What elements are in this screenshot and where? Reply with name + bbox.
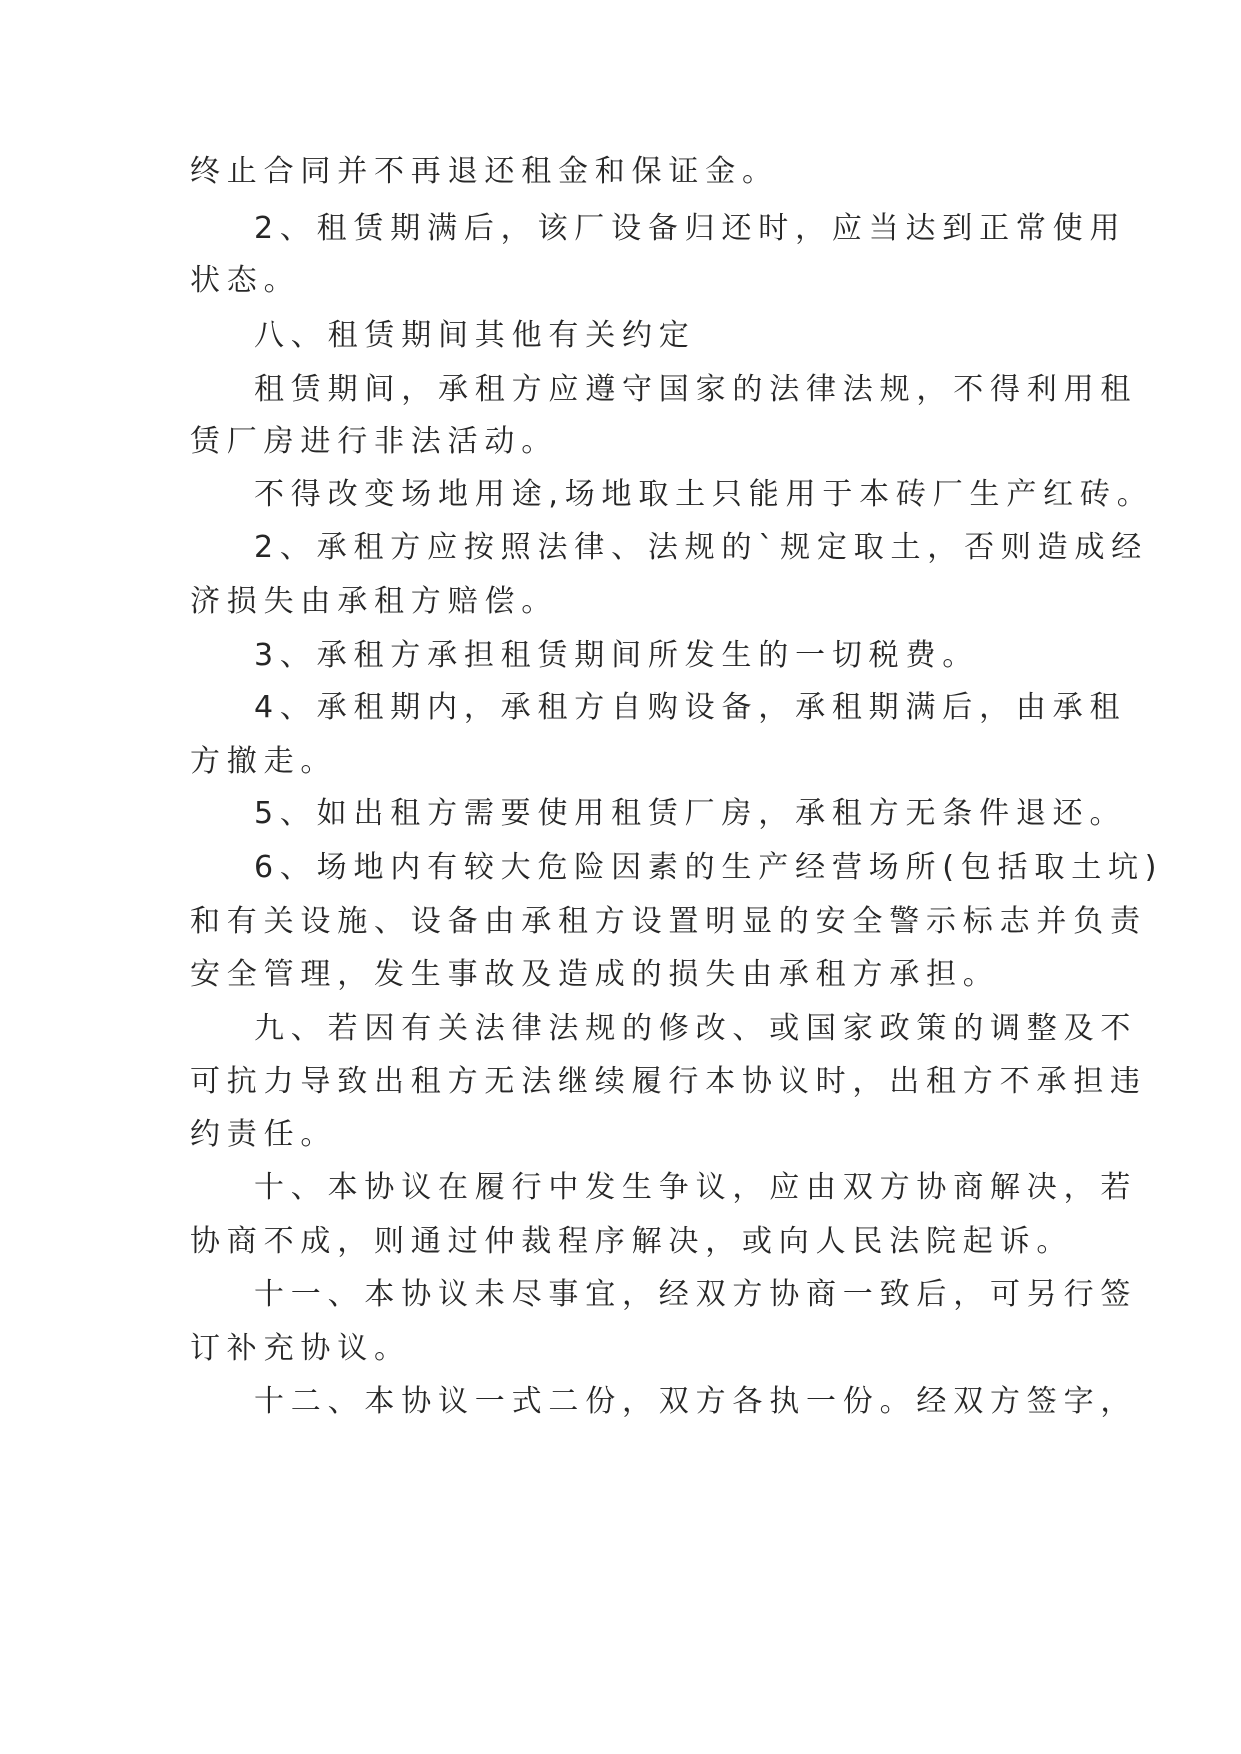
text-line: 4、承租期内，承租方自购设备，承租期满后，由承租 [254, 690, 1127, 725]
text-line: 赁厂房进行非法活动。 [190, 424, 558, 459]
section-heading: 八、租赁期间其他有关约定 [254, 318, 696, 353]
text-line: 状态。 [190, 263, 301, 298]
text-line: 6、场地内有较大危险因素的生产经营场所(包括取土坑) [254, 850, 1164, 885]
text-line: 5、如出租方需要使用租赁厂房，承租方无条件退还。 [254, 796, 1127, 831]
text-line: 可抗力导致出租方无法继续履行本协议时，出租方不承担违 [190, 1064, 1147, 1099]
text-line: 订补充协议。 [190, 1331, 411, 1366]
text-line: 租赁期间，承租方应遵守国家的法律法规，不得利用租 [254, 372, 1138, 407]
text-line: 十二、本协议一式二份，双方各执一份。经双方签字， [254, 1384, 1138, 1419]
text-line: 十一、本协议未尽事宜，经双方协商一致后，可另行签 [254, 1277, 1138, 1312]
text-line: 2、承租方应按照法律、法规的`规定取土，否则造成经 [254, 530, 1149, 565]
text-line: 济损失由承租方赔偿。 [190, 584, 558, 619]
text-line: 3、承租方承担租赁期间所发生的一切税费。 [254, 638, 980, 673]
text-line: 约责任。 [190, 1117, 338, 1152]
text-line: 方撤走。 [190, 744, 338, 779]
text-line: 九、若因有关法律法规的修改、或国家政策的调整及不 [254, 1011, 1138, 1046]
text-line: 十、本协议在履行中发生争议，应由双方协商解决，若 [254, 1170, 1138, 1205]
text-line: 安全管理，发生事故及造成的损失由承租方承担。 [190, 957, 1000, 992]
text-line: 终止合同并不再退还租金和保证金。 [190, 154, 779, 189]
text-line: 2、租赁期满后，该厂设备归还时，应当达到正常使用 [254, 211, 1127, 246]
text-line: 不得改变场地用途,场地取土只能用于本砖厂生产红砖。 [254, 477, 1154, 512]
text-line: 协商不成，则通过仲裁程序解决，或向人民法院起诉。 [190, 1224, 1074, 1259]
text-line: 和有关设施、设备由承租方设置明显的安全警示标志并负责 [190, 904, 1147, 939]
